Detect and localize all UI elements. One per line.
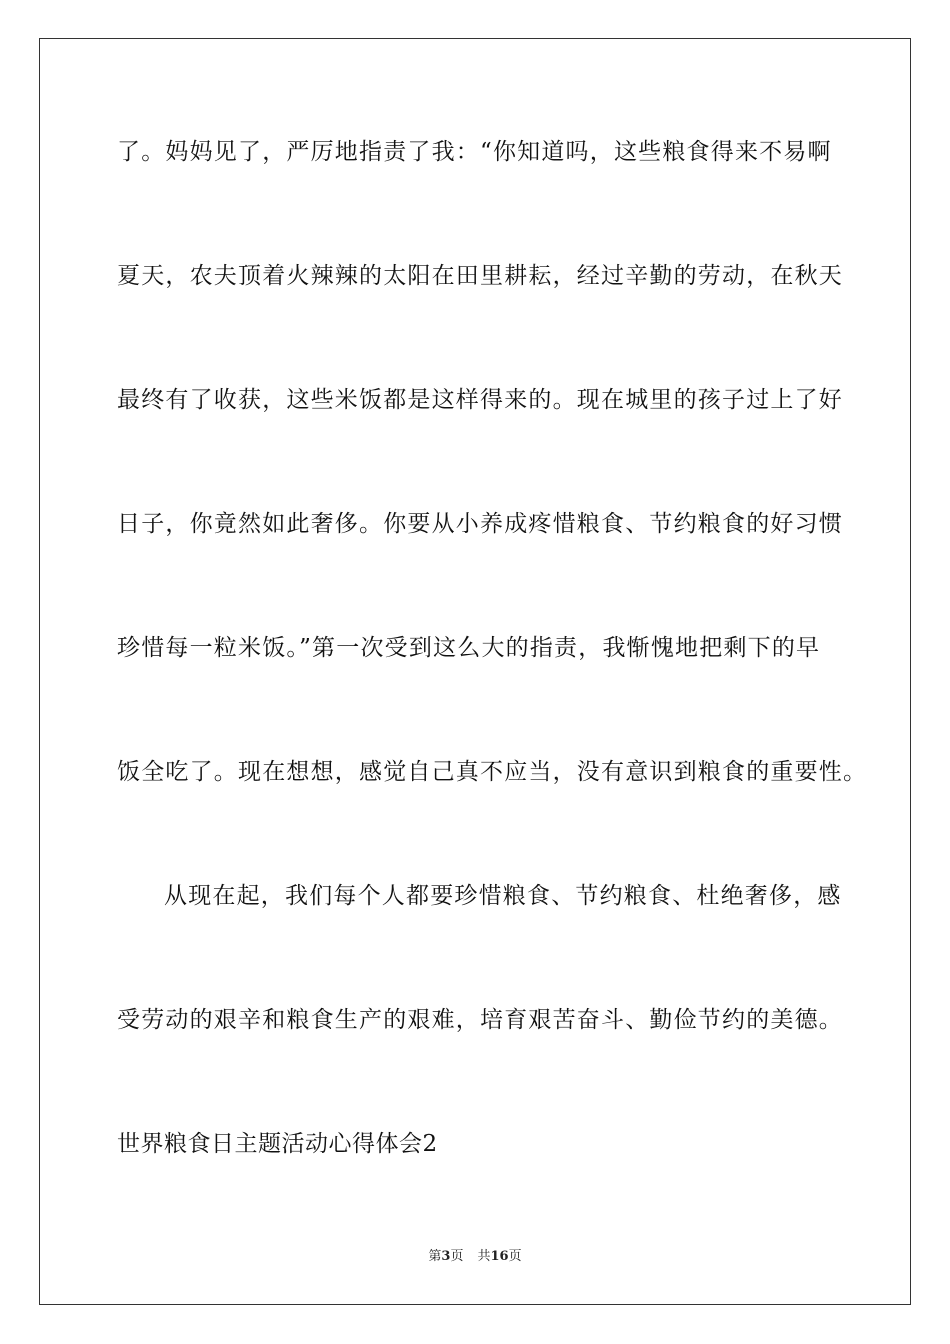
paragraph-line: 从现在起，我们每个人都要珍惜粮食、节约粮食、杜绝奢侈，感 <box>164 883 842 909</box>
section-title: 世界粮食日主题活动心得体会2 <box>117 1131 438 1157</box>
page-border <box>39 38 911 1305</box>
paragraph-line: 夏天，农夫顶着火辣辣的太阳在田里耕耘，经过辛勤的劳动，在秋天 <box>117 263 843 289</box>
paragraph-line: 饭全吃了。现在想想，感觉自己真不应当，没有意识到粮食的重要性。 <box>117 759 868 785</box>
paragraph-line: 受劳动的艰辛和粮食生产的艰难，培育艰苦奋斗、勤俭节约的美德。 <box>117 1007 843 1033</box>
paragraph-line: 最终有了收获，这些米饭都是这样得来的。现在城里的孩子过上了好 <box>117 387 843 413</box>
page-footer <box>0 1248 950 1266</box>
paragraph-line: 了。妈妈见了，严厉地指责了我：“你知道吗，这些粮食得来不易啊 <box>117 139 832 165</box>
total-suffix: 页 <box>508 1249 522 1264</box>
page-number: 3 <box>441 1249 451 1264</box>
paragraph-line: 珍惜每一粒米饭。”第一次受到这么大的指责，我惭愧地把剩下的早 <box>117 635 821 661</box>
page-prefix: 第 <box>428 1249 442 1264</box>
total-prefix: 共 <box>477 1249 491 1264</box>
paragraph-line: 日子，你竟然如此奢侈。你要从小养成疼惜粮食、节约粮食的好习惯 <box>117 511 843 537</box>
page-suffix: 页 <box>450 1249 464 1264</box>
total-pages: 16 <box>490 1249 509 1264</box>
